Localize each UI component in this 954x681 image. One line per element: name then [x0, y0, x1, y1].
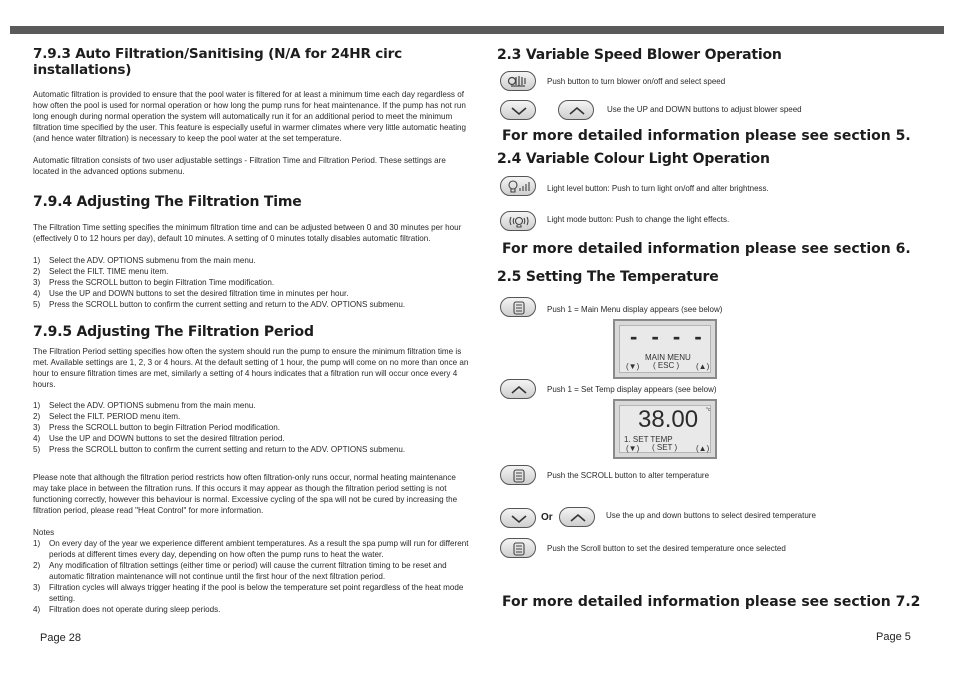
top-divider-bar: [10, 26, 944, 34]
light-level-text: Light level button: Push to turn light on/off and alter brightness.: [547, 184, 769, 193]
lcd-set-temp-display: [613, 399, 717, 459]
lcd-screen: [619, 325, 711, 373]
more-info-section-6: For more detailed information please see section 6.: [502, 241, 911, 257]
lcd-set-indicator: ( SET ): [652, 443, 678, 452]
scroll-set-text: Push the Scroll button to set the desired temperature once selected: [547, 544, 786, 553]
page-number-right: Page 5: [876, 631, 911, 643]
scroll-button-icon: [500, 465, 536, 485]
blower-updown-text: Use the UP and DOWN buttons to adjust blower speed: [607, 105, 802, 114]
lcd-label: MAIN MENU: [645, 353, 691, 362]
lcd-dashes: - - - -: [630, 324, 706, 349]
lcd-temperature-value: 38.00: [638, 406, 699, 433]
auto-filtration-paragraph-1: Automatic filtration is provided to ensure that the pool water is filtered for at least a minimum time each day regardless of how often the pool is used for normal operation or how long the pump runs for heat maintenance. If the pump has not run long enough during normal operation the system will automatically run it for an additional period to meet the minimum filtration time specified by the user. This feature is especially useful in warmer climates where very little automatic heating (and hence water filtration) is necessary to keep the pool water at the set temperature.: [33, 90, 467, 143]
down-button-icon: [500, 508, 536, 528]
heading-blower: 2.3 Variable Speed Blower Operation: [497, 47, 782, 63]
blower-button-text: Push button to turn blower on/off and select speed: [547, 77, 726, 86]
filtration-time-steps: [33, 255, 469, 310]
heading-filtration-time: 7.9.4 Adjusting The Filtration Time: [33, 194, 302, 210]
blower-button-icon: [500, 71, 536, 91]
lcd-unit: °c: [706, 407, 711, 413]
lcd-up-indicator: (▲): [696, 362, 710, 371]
scroll-button-icon: [500, 538, 536, 558]
lcd-down-indicator: (▼): [626, 444, 640, 453]
list-item: 3) Press the SCROLL button to begin Filtration Time modification.: [33, 278, 275, 287]
list-item: 2) Select the FILT. PERIOD menu item.: [33, 412, 181, 421]
up-button-icon: [559, 507, 595, 527]
lcd-main-menu-display: [613, 319, 717, 379]
filtration-time-paragraph: The Filtration Time setting specifies the minimum filtration time and can be adjusted between 0 and 30 minutes per hour (effectively 0 to 12 hours per day), default 10 minutes. A setting of 0 minutes totally disables automatic filtration.: [33, 223, 462, 243]
updown-temp-text: Use the up and down buttons to select desired temperature: [606, 511, 816, 520]
lcd-up-indicator: (▲): [696, 444, 710, 453]
heading-light: 2.4 Variable Colour Light Operation: [497, 151, 770, 167]
heading-auto-filtration: 7.9.3 Auto Filtration/Sanitising (N/A for 24HR circ installations): [33, 46, 402, 78]
heading-temperature: 2.5 Setting The Temperature: [497, 269, 719, 285]
push-main-menu-text: Push 1 = Main Menu display appears (see below): [547, 305, 723, 314]
list-item: 1) Select the ADV. OPTIONS submenu from the main menu.: [33, 256, 256, 265]
filtration-period-paragraph: The Filtration Period setting specifies how often the system should run the pump to ensure the minimum filtration time is met. Available settings are 1, 2, 3 or 4 hours. At the default setting of 1 hour, the pump will come on no more than once an hour to ensure filtration times are met, similarly a setting of 4 hours indicates that a filtration run will occur once every 4 hours.: [33, 347, 469, 389]
more-info-section-5: For more detailed information please see section 5.: [502, 128, 911, 144]
list-item: 4) Use the UP and DOWN buttons to set the desired filtration period.: [33, 434, 285, 443]
lcd-screen: [619, 405, 711, 453]
list-item: 3) Filtration cycles will always trigger heating if the pool is below the temperature set point regardless of the heat mode setting.: [33, 583, 464, 603]
lcd-esc-indicator: ( ESC ): [653, 361, 680, 370]
left-column: [33, 46, 469, 615]
light-level-button-icon: [500, 176, 536, 196]
notes-list: [33, 538, 469, 615]
list-item: 5) Press the SCROLL button to confirm the current setting and return to the ADV. OPTIONS submenu.: [33, 300, 406, 309]
down-button-icon: [500, 100, 536, 120]
list-item: 4) Filtration does not operate during sleep periods.: [33, 605, 221, 614]
list-item: 5) Press the SCROLL button to confirm the current setting and return to the ADV. OPTIONS submenu.: [33, 445, 406, 454]
lcd-label: 1. SET TEMP: [624, 435, 673, 444]
list-item: 4) Use the UP and DOWN buttons to set the desired filtration time in minutes per hour.: [33, 289, 349, 298]
up-button-icon: [500, 379, 536, 399]
or-label: Or: [541, 512, 553, 523]
scroll-alter-text: Push the SCROLL button to alter temperature: [547, 471, 710, 480]
up-button-icon: [558, 100, 594, 120]
more-info-section-7-2: For more detailed information please see section 7.2: [502, 594, 921, 610]
list-item: 3) Press the SCROLL button to begin Filtration Period modification.: [33, 423, 280, 432]
scroll-button-icon: [500, 297, 536, 317]
list-item: 1) On every day of the year we experience different ambient temperatures. As a result the spa pump will run for different periods at different times every day, depending on how often the pump runs to heat the water.: [33, 539, 469, 559]
notes-title: Notes: [33, 528, 55, 537]
page-number-left: Page 28: [40, 632, 81, 644]
heat-control-note-paragraph: Please note that although the filtration period restricts how often filtration-only runs occur, normal heating maintenance may take place in between the filtration runs. If this occurs it may appear as though the filtration period setting is not functioning correctly, however this behaviour is normal. Excessive cycling of the spa will not be cured by increasing the filtration period, please read "Heat Control" for more information.: [33, 473, 458, 515]
list-item: 2) Select the FILT. TIME menu item.: [33, 267, 169, 276]
filtration-period-steps: [33, 400, 469, 455]
push-set-temp-text: Push 1 = Set Temp display appears (see below): [547, 385, 717, 394]
light-mode-text: Light mode button: Push to change the light effects.: [547, 215, 730, 224]
light-mode-button-icon: [500, 211, 536, 231]
lcd-down-indicator: (▼): [626, 362, 640, 371]
list-item: 2) Any modification of filtration settings (either time or period) will cause the current filtration timing to be reset and automatic filtration maintenance will not continue until the first hour of the next filtration period.: [33, 561, 447, 581]
list-item: 1) Select the ADV. OPTIONS submenu from the main menu.: [33, 401, 256, 410]
heading-filtration-period: 7.9.5 Adjusting The Filtration Period: [33, 324, 314, 340]
auto-filtration-paragraph-2: Automatic filtration consists of two user adjustable settings - Filtration Time and Filtration Period. These settings are located in the advanced options submenu.: [33, 156, 446, 176]
